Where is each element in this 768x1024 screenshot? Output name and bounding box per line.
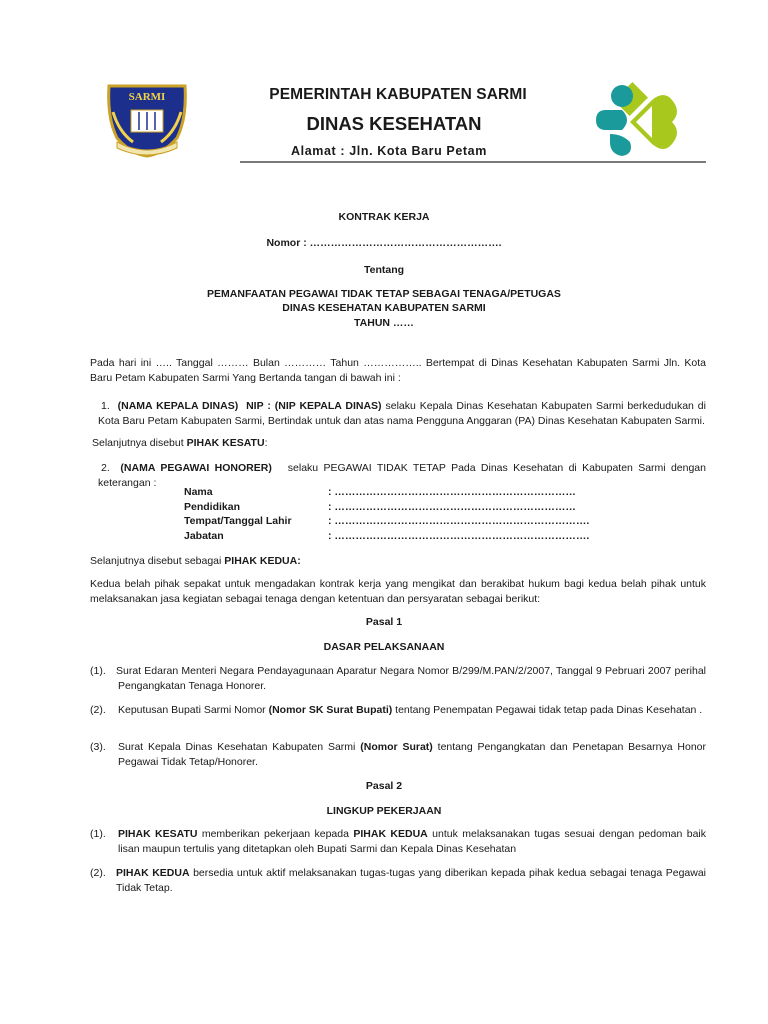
department-address: Alamat : Jln. Kota Baru Petam: [291, 144, 487, 158]
party-one-paragraph: 1. (NAMA KEPALA DINAS) NIP : (NIP KEPALA DINAS) selaku Kepala Dinas Kesehatan Kabupaten Sarmi berkedudukan di Kota Baru Petam Kabupaten Sarmi, Bertindak untuk dan atas nama Pengguna Anggaran (PA) Dinas Kesehatan Kabupaten Sarmi.: [98, 400, 706, 427]
header-divider: [240, 161, 706, 163]
party-one-role: Selanjutnya disebut PIHAK KESATU:: [92, 437, 268, 449]
party-one-name: (NAMA KEPALA DINAS): [117, 400, 239, 412]
field-value-pendidikan: : ……………………………………………………………: [328, 501, 576, 513]
pasal-1-item-1-number: (1).: [90, 665, 106, 677]
pasal-2-item-1-number: (1).: [90, 828, 106, 840]
pasal-2-item-2-number: (2).: [90, 867, 106, 879]
subject-year: TAHUN ……: [354, 317, 414, 329]
contract-title: KONTRAK KERJA: [338, 211, 430, 223]
field-value-ttl: : ……………………………………………………………….: [328, 515, 590, 527]
government-name: PEMERINTAH KABUPATEN SARMI: [269, 86, 527, 103]
contract-number: Nomor : ……………………………………………….: [266, 237, 502, 249]
party-two-paragraph: 2. (NAMA PEGAWAI HONORER) selaku PEGAWAI TIDAK TETAP Pada Dinas Kesehatan di Kabupaten Sarmi dengan keterangan :: [98, 462, 706, 489]
party-one-nip: (NIP KEPALA DINAS): [274, 400, 382, 412]
pasal-2-heading: Pasal 2: [365, 780, 403, 792]
field-value-jabatan: : ……………………………………………………………….: [328, 530, 590, 542]
pasal-2-item-2: PIHAK KEDUA bersedia untuk aktif melaksanakan tugas-tugas yang diberikan kepada pihak kedua sebagai tenaga Pegawai Tidak Tetap.: [116, 867, 707, 894]
field-label-ttl: Tempat/Tanggal Lahir: [184, 515, 292, 527]
party-two-name: (NAMA PEGAWAI HONORER): [120, 462, 272, 474]
about-label: Tentang: [363, 264, 405, 276]
pasal-1-item-2: Keputusan Bupati Sarmi Nomor (Nomor SK Surat Bupati) tentang Penempatan Pegawai tidak tetap pada Dinas Kesehatan .: [118, 704, 703, 716]
party-two-role: Selanjutnya disebut sebagai PIHAK KEDUA:: [90, 555, 301, 567]
department-name: DINAS KESEHATAN: [306, 113, 482, 134]
field-label-nama: Nama: [184, 486, 213, 498]
pasal-1-item-2-number: (2).: [90, 704, 106, 716]
pasal-1-heading: Pasal 1: [365, 616, 403, 628]
pasal-1-item-1: Surat Edaran Menteri Negara Pendayagunaan Aparatur Negara Nomor B/299/M.PAN/2/2007, Tanggal 9 Pebruari 2007 perihal Pengangkatan Tenaga Honorer.: [116, 665, 706, 692]
intro-paragraph: Pada hari ini ….. Tanggal ……… Bulan ………… Tahun …………….. Bertempat di Dinas Kesehatan Kabupaten Sarmi Jln. Kota Baru Petam Kabupaten Sarmi Yang Bertanda tangan di bawah ini :: [90, 357, 706, 384]
emblem-text: SARMI: [128, 91, 166, 103]
pasal-2-title: LINGKUP PEKERJAAN: [326, 805, 442, 817]
party-one-nip-label: NIP :: [246, 400, 271, 412]
subject-line-2: DINAS KESEHATAN KABUPATEN SARMI: [282, 302, 486, 314]
pasal-1-title: DASAR PELAKSANAAN: [323, 641, 445, 653]
field-value-nama: : ……………………………………………………………: [328, 486, 576, 498]
pasal-2-item-1: PIHAK KESATU memberikan pekerjaan kepada PIHAK KEDUA untuk melaksanakan tugas sesuai dengan pedoman baik lisan maupun tertulis yang ditetapkan oleh Bupati Sarmi dan Kepala Dinas Kesehatan: [118, 828, 707, 855]
field-label-pendidikan: Pendidikan: [184, 501, 241, 513]
pasal-1-item-3: Surat Kepala Dinas Kesehatan Kabupaten Sarmi (Nomor Surat) tentang Pengangkatan dan Penetapan Besarnya Honor Pegawai Tidak Tetap/Honorer.: [118, 741, 706, 768]
agreement-paragraph: Kedua belah pihak sepakat untuk mengadakan kontrak kerja yang mengikat dan berakibat hukum bagi kedua belah pihak untuk melaksanakan jasa kegiatan sebagai tenaga dengan ketentuan dan persyaratan sebagai berikut:: [90, 578, 706, 605]
pasal-1-item-3-number: (3).: [90, 741, 106, 753]
subject-line-1: PEMANFAATAN PEGAWAI TIDAK TETAP SEBAGAI TENAGA/PETUGAS: [207, 288, 561, 300]
field-label-jabatan: Jabatan: [184, 530, 224, 542]
